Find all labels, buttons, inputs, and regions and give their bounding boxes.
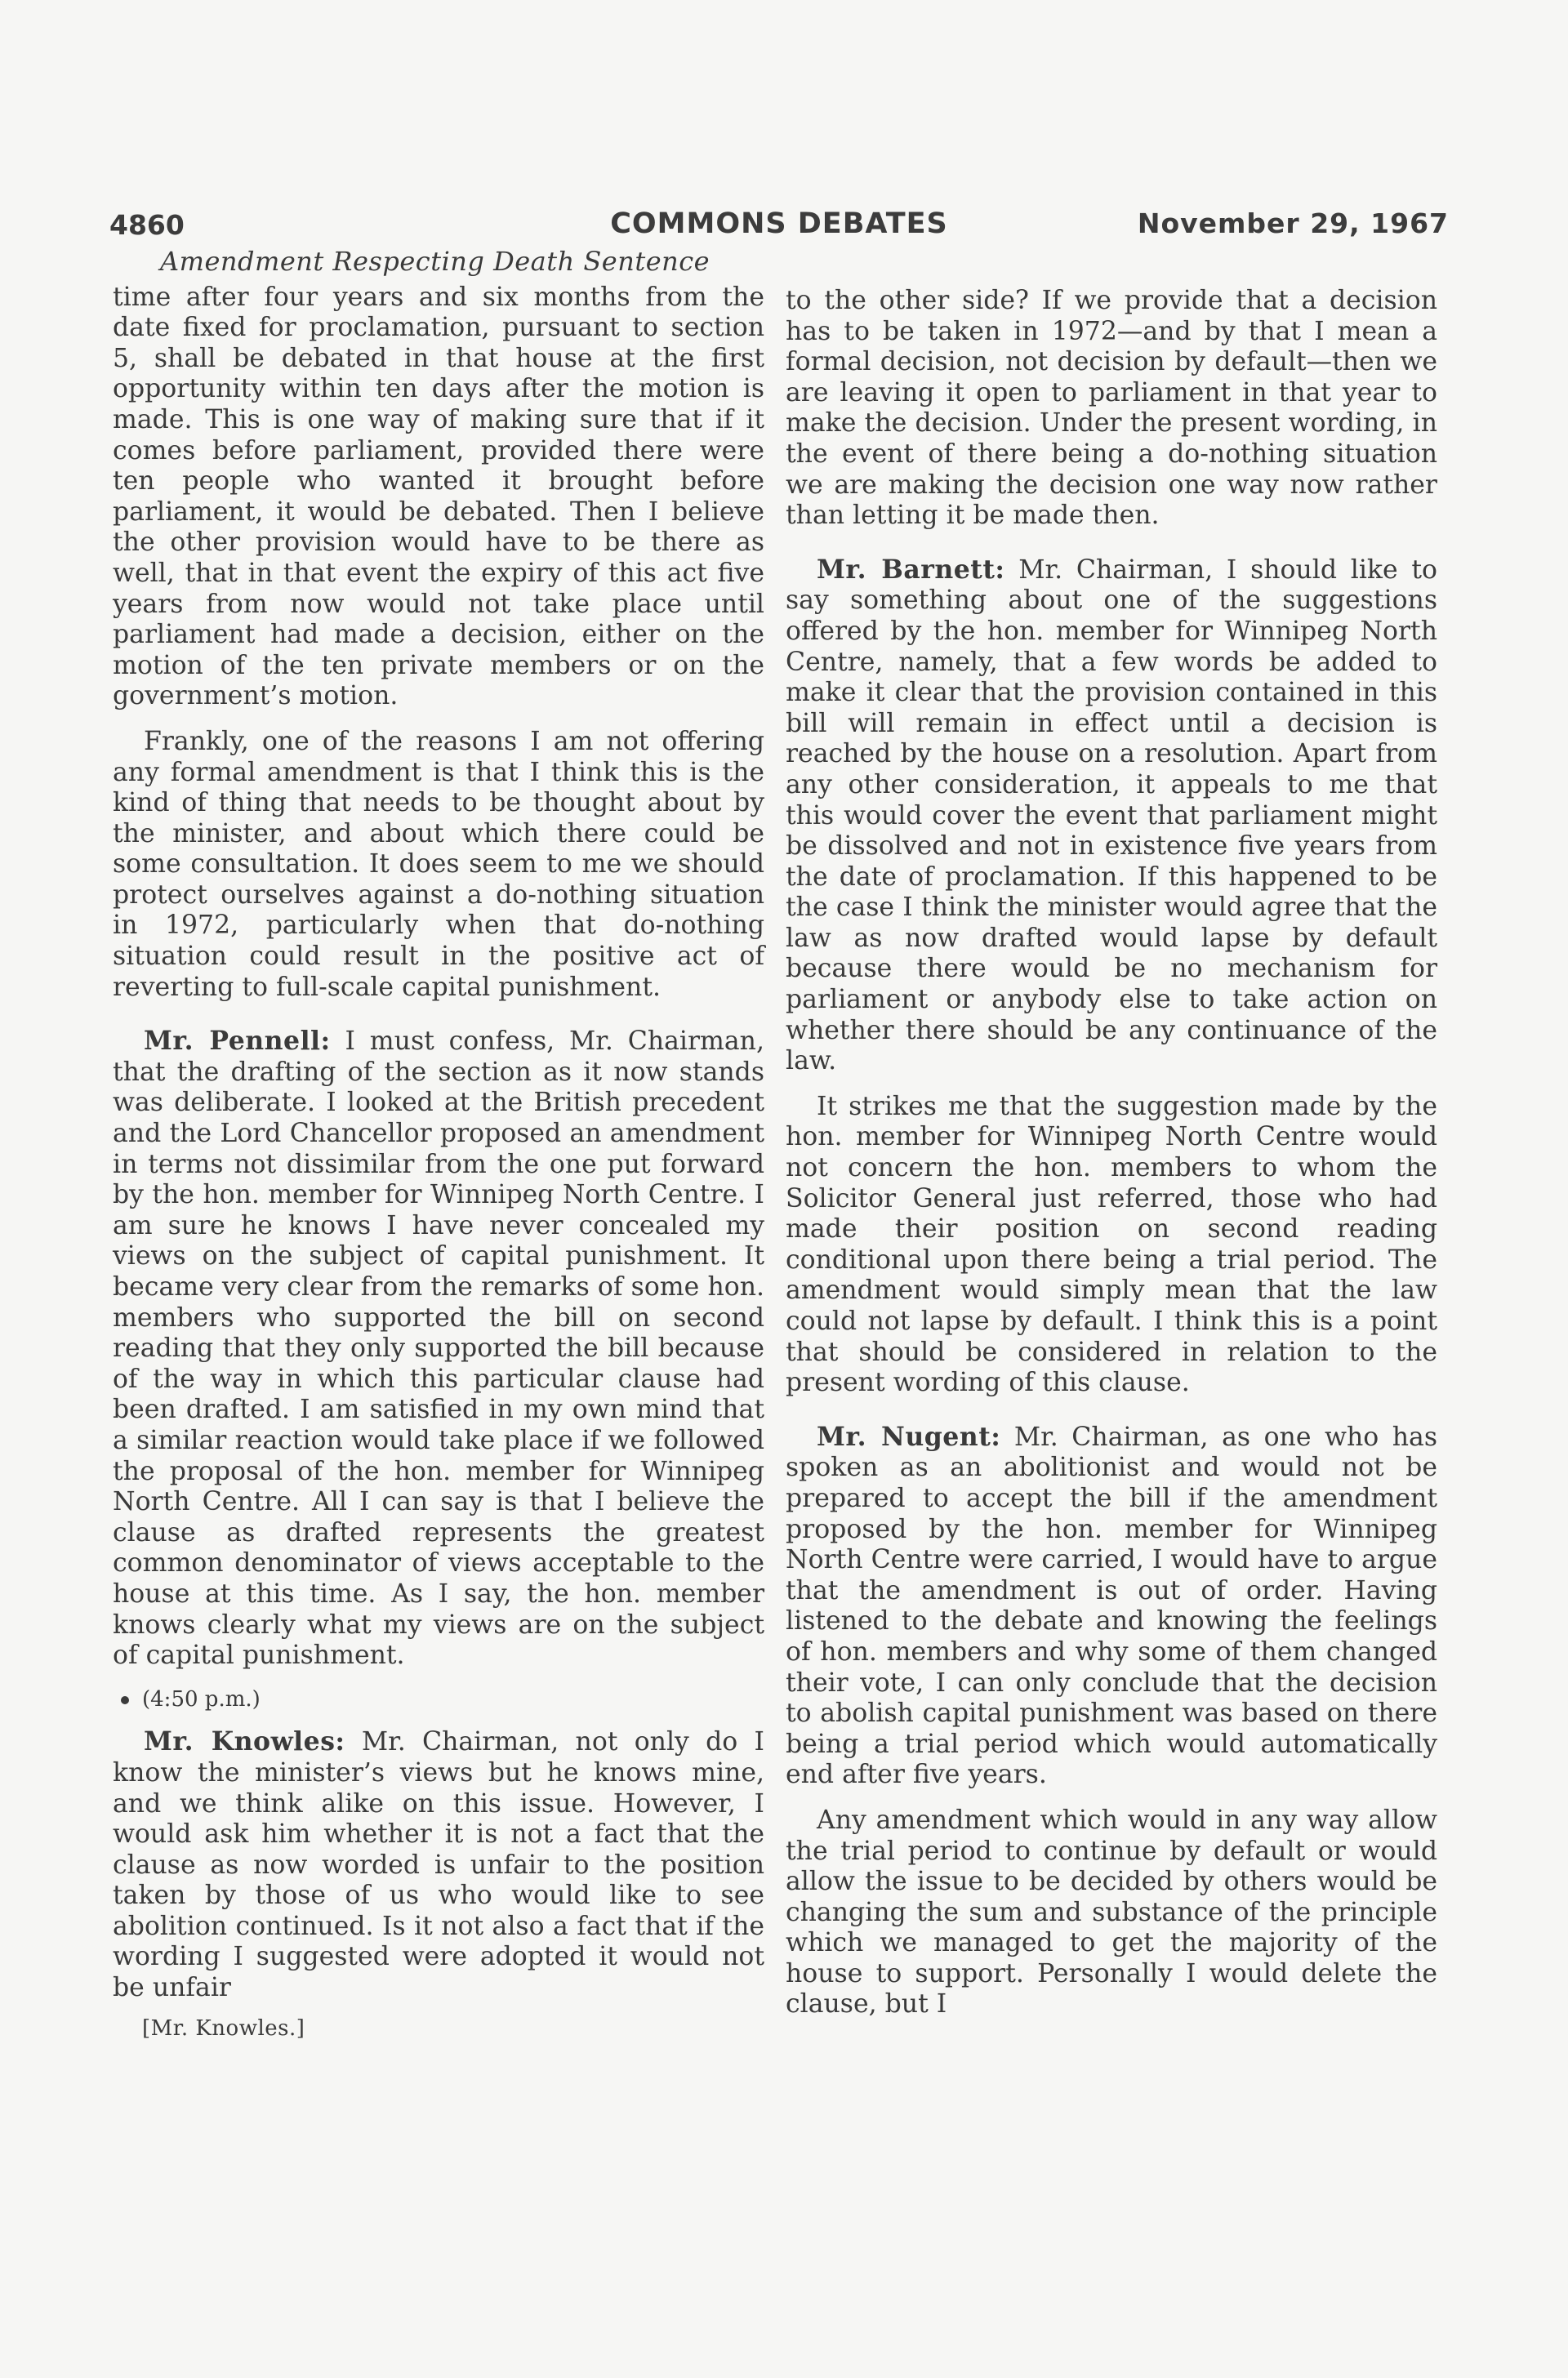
speaker-name: Mr. Knowles: (144, 1726, 345, 1757)
speech-text: I must confess, Mr. Chairman, that the drafting of the section as it now stands was deliberate. I looked at the British precedent and the Lord Chancellor proposed an amendment in terms not dissimilar from the one put forward by the hon. member for Winnipeg North Centre. I am sure he knows I have never concealed my views on the subject of capital punishment. It became very clear from the remarks of some hon. members who supported the bill on second reading that they only supported the bill because of the way in which this particular clause had been drafted. I am satisfied in my own mind that a similar reaction would take place if we followed the proposal of the hon. member for Winnipeg North Centre. All I can say is that I believe the clause as drafted represents the greatest common denominator of views acceptable to the house at this time. As I say, the hon. member knows clearly what my views are on the subject of capital punishment. (113, 1026, 764, 1671)
speaker-name: Mr. Nugent: (817, 1421, 1001, 1452)
page-header (109, 206, 1449, 247)
speaker-name: Mr. Pennell: (144, 1026, 331, 1057)
speech-text: Mr. Chairman, I should like to say something about one of the suggestions offered by the hon. member for Winnipeg North Centre, namely, that a few words be added to make it clear that the provision contained in this bill will remain in effect until a decision is reached by the house on a resolution. Apart from any other consideration, it appeals to me that this would cover the event that parliament might be dissolved and not in existence five years from the date of proclamation. If this happened to be the case I think the minister would agree that the law as now drafted would lapse by default because there would be no mechanism for parliament or anybody else to take action on whether there should be any continuance of the law. (786, 554, 1437, 1076)
time-stamp-text: (4:50 p.m.) (142, 1686, 261, 1712)
speech-text: Mr. Chairman, as one who has spoken as an abolitionist and would not be prepared to accept the bill if the amendment proposed by the hon. member for Winnipeg North Centre were carried, I would have to argue that the amendment is out of order. Having listened to the debate and knowing the feelings of hon. members and why some of them changed their vote, I can only conclude that the decision to abolish capital punishment was based on there being a trial period which would automatically end after five years. (786, 1422, 1437, 1790)
paragraph: Any amendment which would in any way allow the trial period to continue by default or would allow the issue to be decided by others would be changing the sum and substance of the principle which we managed to get the majority of the house to support. Personally I would delete the clause, but I (786, 1805, 1437, 2020)
paragraph: It strikes me that the suggestion made by the hon. member for Winnipeg North Centre would not concern the hon. members to whom the Solicitor General just referred, those who had made their position on second reading conditional upon there being a trial period. The amendment would simply mean that the law could not lapse by default. I think this is a point that should be considered in relation to the present wording of this clause. (786, 1091, 1437, 1398)
paragraph: time after four years and six months from the date fixed for proclamation, pursuant to section 5, shall be debated in that house at the first opportunity within ten days after the motion is made. This is one way of making sure that if it comes before parliament, provided there were ten people who wanted it brought before parliament, it would be debated. Then I believe the other provision would have to be there as well, that in that event the expiry of this act five years from now would not take place until parliament had made a decision, either on the motion of the ten private members or on the government’s motion. (113, 282, 764, 711)
speech-paragraph (786, 1422, 1437, 1791)
speaker-name: Mr. Barnett: (817, 554, 1005, 585)
publication-title: COMMONS DEBATES (610, 207, 948, 240)
speech-paragraph (786, 554, 1437, 1077)
speech-paragraph (113, 1726, 764, 2003)
paragraph: Frankly, one of the reasons I am not offering any formal amendment is that I think this is the kind of thing that needs to be thought about by the minister, and about which there could be some consultation. It does seem to me we should protect ourselves against a do-nothing situation in 1972, particularly when that do-nothing situation could result in the positive act of reverting to full-scale capital punishment. (113, 726, 764, 1002)
footer-note: [Mr. Knowles.] (142, 2015, 305, 2041)
speech-text: Mr. Chairman, not only do I know the minister’s views but he knows mine, and we think alike on this issue. However, I would ask him whether it is not a fact that the clause as now worded is unfair to the position taken by those of us who would like to see abolition continued. Is it not also a fact that if the wording I suggested were adopted it would not be unfair (113, 1727, 764, 2003)
right-column (786, 286, 1437, 2020)
left-column (113, 247, 764, 2044)
paragraph: to the other side? If we provide that a decision has to be taken in 1972—and by that I mean a formal decision, not decision by default—then we are leaving it open to parliament in that year to make the decision. Under the present wording, in the event of there being a do-nothing situation we are making the decision one way now rather than letting it be made then. (786, 286, 1437, 531)
speech-paragraph (113, 1026, 764, 1671)
publication-date: November 29, 1967 (1137, 207, 1449, 239)
section-subtitle: Amendment Respecting Death Sentence (160, 246, 710, 277)
bullet-icon (121, 1696, 129, 1704)
time-stamp (121, 1685, 764, 1716)
page-number: 4860 (109, 209, 185, 241)
